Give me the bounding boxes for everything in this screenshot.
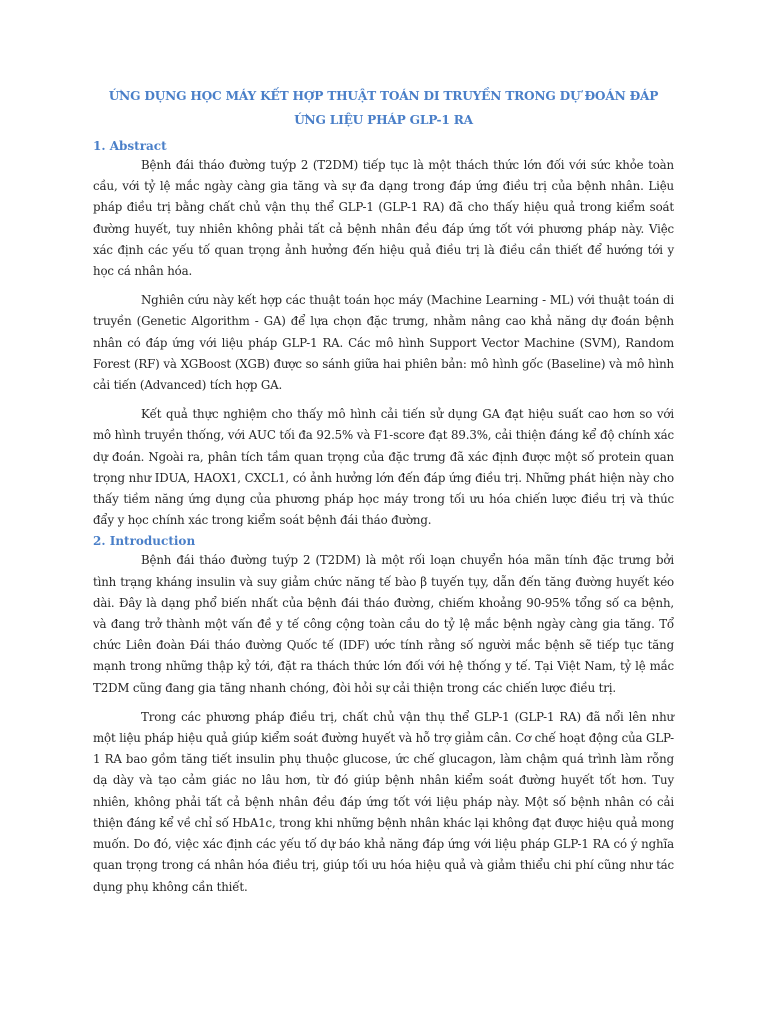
abstract-heading: 1. Abstract — [93, 139, 167, 153]
introduction-heading: 2. Introduction — [93, 534, 196, 549]
abstract-paragraph-2: Nghiên cứu này kết hợp các thuật toán học máy (Machine Learning - ML) với thuật toán di truyền (Genetic Algorithm - GA) để lựa chọn đặc trưng, nhằm nâng cao khả năng dự đoán bệnh nhân có đáp ứng với liệu pháp GLP-1 RA. Các mô hình Support Vector Machine (SVM), Random Forest (RF) và XGBoost (XGB) được so sánh giữa hai phiên bản: mô hình gốc (Baseline) và mô hình cải tiến (Advanced) tích hợp GA. — [93, 293, 674, 393]
introduction-paragraph-1: Bệnh đái tháo đường tuýp 2 (T2DM) là một rối loạn chuyển hóa mãn tính đặc trưng bởi tình trạng kháng insulin và suy giảm chức năng tế bào β tuyến tụy, dẫn đến tăng đường huyết kéo dài. Đây là dạng phổ biến nhất của bệnh đái tháo đường, chiếm khoảng 90-95% tổng số ca bệnh, và đang trở thành một vấn đề y tế công cộng toàn cầu do tỷ lệ mắc bệnh ngày càng gia tăng. Tổ chức Liên đoàn Đái tháo đường Quốc tế (IDF) ước tính rằng số người mắc bệnh sẽ tiếp tục tăng mạnh trong những thập kỷ tới, đặt ra thách thức lớn đối với hệ thống y tế. Tại Việt Nam, tỷ lệ mắc T2DM cũng đang gia tăng nhanh chóng, đòi hỏi sự cải thiện trong các chiến lược điều trị. — [93, 553, 674, 695]
introduction-paragraph-2: Trong các phương pháp điều trị, chất chủ vận thụ thể GLP-1 (GLP-1 RA) đã nổi lên như một liệu pháp hiệu quả giúp kiểm soát đường huyết và hỗ trợ giảm cân. Cơ chế hoạt động của GLP-1 RA bao gồm tăng tiết insulin phụ thuộc glucose, ức chế glucagon, làm chậm quá trình làm rỗng dạ dày và tạo cảm giác no lâu hơn, từ đó giúp bệnh nhân kiểm soát đường huyết tốt hơn. Tuy nhiên, không phải tất cả bệnh nhân đều đáp ứng tốt với liệu pháp này. Một số bệnh nhân có cải thiện đáng kể về chỉ số HbA1c, trong khi những bệnh nhân khác lại không đạt được hiệu quả mong muốn. Do đó, việc xác định các yếu tố dự báo khả năng đáp ứng với liệu pháp GLP-1 RA có ý nghĩa quan trọng trong cá nhân hóa điều trị, giúp tối ưu hóa hiệu quả và giảm thiểu chi phí cũng như tác dụng phụ không cần thiết. — [93, 709, 674, 894]
abstract-paragraph-3: Kết quả thực nghiệm cho thấy mô hình cải tiến sử dụng GA đạt hiệu suất cao hơn so với mô hình truyền thống, với AUC tối đa 92.5% và F1-score đạt 89.3%, cải thiện đáng kể độ chính xác dự đoán. Ngoài ra, phân tích tầm quan trọng của đặc trưng đã xác định được một số protein quan trọng như IDUA, HAOX1, CXCL1, có ảnh hưởng lớn đến đáp ứng điều trị. Những phát hiện này cho thấy tiềm năng ứng dụng của phương pháp học máy trong tối ưu hóa chiến lược điều trị và thúc đẩy y học chính xác trong kiểm soát bệnh đái tháo đường. — [93, 407, 674, 528]
document-page — [93, 84, 674, 898]
abstract-paragraph-1: Bệnh đái tháo đường tuýp 2 (T2DM) tiếp tục là một thách thức lớn đối với sức khỏe toàn cầu, với tỷ lệ mắc ngày càng gia tăng và sự đa dạng trong đáp ứng điều trị của bệnh nhân. Liệu pháp điều trị bằng chất chủ vận thụ thể GLP-1 (GLP-1 RA) đã cho thấy hiệu quả trong kiểm soát đường huyết, tuy nhiên không phải tất cả bệnh nhân đều đáp ứng tốt với phương pháp này. Việc xác định các yếu tố quan trọng ảnh hưởng đến hiệu quả điều trị là điều cần thiết để hướng tới y học cá nhân hóa. — [93, 158, 674, 279]
document-title: ỨNG DỤNG HỌC MÁY KẾT HỢP THUẬT TOÁN DI TRUYỀN TRONG DỰ ĐOÁN ĐÁP ỨNG LIỆU PHÁP GLP-1 RA — [108, 89, 659, 127]
